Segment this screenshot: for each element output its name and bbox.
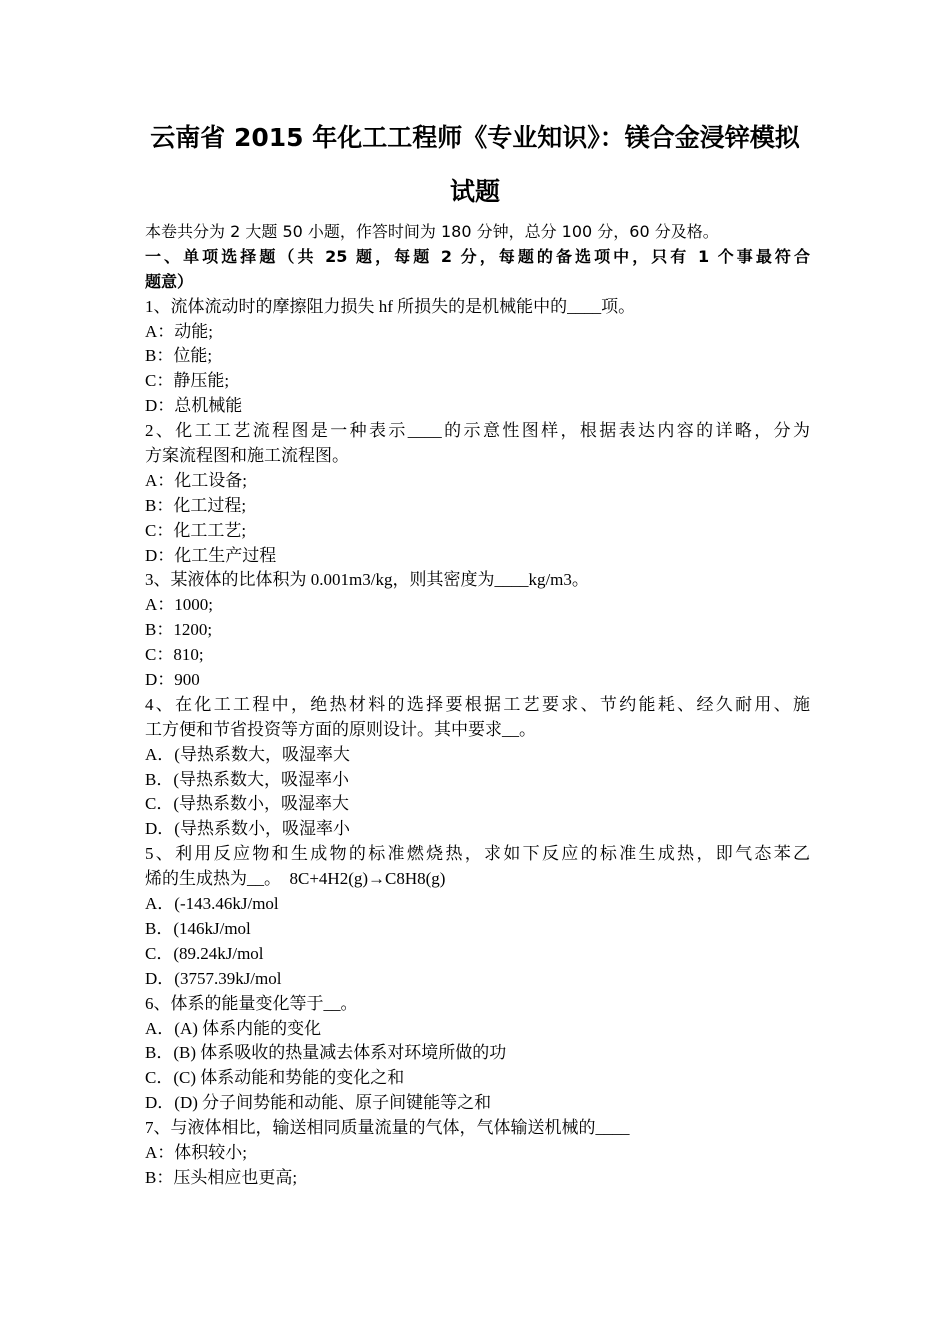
answer-option: D．(导热系数小，吸湿率小 <box>145 819 350 839</box>
question-stem: 2、化工工艺流程图是一种表示____的示意性图样，根据表达内容的详略，分为 <box>145 421 810 441</box>
answer-option: C．(C) 体系动能和势能的变化之和 <box>145 1068 405 1088</box>
answer-option: A：动能; <box>145 321 213 341</box>
question-item <box>145 295 810 419</box>
answer-option: A．(-143.46kJ/mol <box>145 894 279 914</box>
answer-option: C．(导热系数小，吸湿率大 <box>145 794 349 814</box>
answer-option: D：900 <box>145 670 200 690</box>
answer-option: B：1200; <box>145 620 213 640</box>
answer-option: D：化工生产过程 <box>145 545 277 565</box>
question-stem: 方案流程图和施工流程图。 <box>145 446 349 466</box>
answer-option: B：压头相应也更高; <box>145 1167 298 1187</box>
answer-option: A．(导热系数大，吸湿率大 <box>145 744 350 764</box>
exam-intro: 本卷共分为 2 大题 50 小题，作答时间为 180 分钟，总分 100 分，60 分及格。 <box>145 222 719 241</box>
question-stem: 烯的生成热为__。 8C+4H2(g)→C8H8(g) <box>145 869 446 889</box>
question-stem: 3、某液体的比体积为 0.001m3/kg，则其密度为____kg/m3。 <box>145 570 589 590</box>
answer-option: B：化工过程; <box>145 495 247 515</box>
answer-option: D．(3757.39kJ/mol <box>145 968 282 988</box>
question-item <box>145 842 810 991</box>
question-stem: 6、体系的能量变化等于__。 <box>145 993 358 1013</box>
question-stem: 4、在化工工程中，绝热材料的选择要根据工艺要求、节约能耗、经久耐用、施 <box>145 694 810 714</box>
answer-option: A．(A) 体系内能的变化 <box>145 1018 322 1038</box>
question-item <box>145 992 810 1116</box>
question-stem: 5、利用反应物和生成物的标准燃烧热，求如下反应的标准生成热，即气态苯乙 <box>145 844 810 864</box>
answer-option: B．(146kJ/mol <box>145 918 251 938</box>
answer-option: A：1000; <box>145 595 213 615</box>
section-heading-line-1: 一、单项选择题（共 25 题，每题 2 分，每题的备选项中，只有 1 个事最符合 <box>145 246 810 266</box>
answer-option: D．(D) 分子间势能和动能、原子间键能等之和 <box>145 1093 492 1113</box>
answer-option: C．(89.24kJ/mol <box>145 943 264 963</box>
question-item <box>145 693 810 842</box>
question-item <box>145 1116 810 1191</box>
answer-option: C：化工工艺; <box>145 520 247 540</box>
question-item <box>145 419 810 568</box>
answer-option: B．(B) 体系吸收的热量减去体系对环境所做的功 <box>145 1043 507 1063</box>
answer-option: A：体积较小; <box>145 1142 247 1162</box>
document-title-line-1: 云南省 2015 年化工工程师《专业知识》：镁合金浸锌模拟 <box>150 123 800 152</box>
question-item <box>145 568 810 692</box>
answer-option: C：810; <box>145 645 204 665</box>
answer-option: B：位能; <box>145 346 213 366</box>
question-stem: 1、流体流动时的摩擦阻力损失 hf 所损失的是机械能中的____项。 <box>145 296 636 316</box>
document-title-line-2: 试题 <box>449 177 500 206</box>
section-heading-line-2: 题意） <box>145 271 194 291</box>
document-body <box>145 220 810 1191</box>
answer-option: B．(导热系数大，吸湿率小 <box>145 769 349 789</box>
answer-option: C：静压能; <box>145 371 230 391</box>
answer-option: A：化工设备; <box>145 470 247 490</box>
question-list <box>145 295 810 1191</box>
question-stem: 7、与液体相比，输送相同质量流量的气体，气体输送机械的____ <box>145 1118 630 1138</box>
answer-option: D：总机械能 <box>145 396 243 416</box>
question-stem: 工方便和节省投资等方面的原则设计。其中要求__。 <box>145 719 536 739</box>
